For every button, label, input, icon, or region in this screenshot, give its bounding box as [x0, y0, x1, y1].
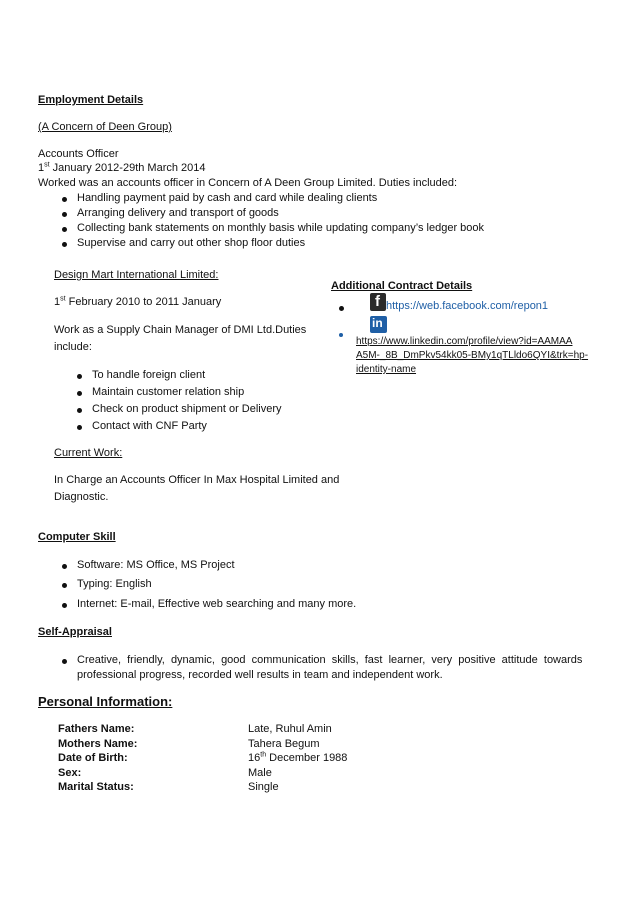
- self-appraisal-heading: Self-Appraisal: [38, 626, 112, 638]
- computer-skill-heading: Computer Skill: [38, 531, 116, 543]
- employment-heading: Employment Details: [38, 94, 144, 106]
- mothers-name-value: Tahera Begum: [248, 738, 320, 750]
- appraisal-line1: Creative, friendly, dynamic, good communication skills, fast learner, very positive attitude towards: [77, 654, 583, 666]
- appraisal-line2: professional progress, recorded well results in team and independent work.: [77, 669, 443, 681]
- sex-label: Sex:: [58, 767, 82, 779]
- bullet: [62, 197, 67, 202]
- mothers-name-label: Mothers Name:: [58, 738, 138, 750]
- job1-date: 1st January 2012-29th March 2014: [38, 161, 206, 174]
- job2-date: 1st February 2010 to 2011 January: [54, 295, 222, 308]
- marital-status-label: Marital Status:: [58, 781, 134, 793]
- date-of-birth-value: 16th December 1988: [248, 751, 348, 764]
- contact-heading: Additional Contract Details: [331, 280, 473, 292]
- list-item: Handling payment paid by cash and card while dealing clients: [77, 192, 378, 204]
- current-work-heading: Current Work:: [54, 447, 123, 459]
- list-item: Typing: English: [77, 578, 152, 590]
- linkedin-icon: in: [370, 316, 387, 333]
- linkedin-link-line3[interactable]: identity-name: [356, 364, 417, 375]
- bullet: [62, 242, 67, 247]
- list-item: Internet: E-mail, Effective web searching and many more.: [77, 598, 357, 610]
- job1-description: Worked was an accounts officer in Concern of A Deen Group Limited. Duties included:: [38, 177, 458, 189]
- list-item: Arranging delivery and transport of goods: [77, 207, 279, 219]
- job2-description-line1: Work as a Supply Chain Manager of DMI Ltd.Duties: [54, 324, 307, 336]
- bullet: [62, 564, 67, 569]
- company-tag: (A Concern of Deen Group): [38, 121, 172, 133]
- bullet: [62, 659, 67, 664]
- sex-value: Male: [248, 767, 272, 779]
- bullet: [77, 374, 82, 379]
- bullet: [62, 603, 67, 608]
- bullet: [77, 391, 82, 396]
- list-item: Contact with CNF Party: [92, 420, 207, 432]
- list-item: Maintain customer relation ship: [92, 386, 245, 398]
- bullet: [339, 306, 344, 311]
- list-item: To handle foreign client: [92, 369, 206, 381]
- list-item: Check on product shipment or Delivery: [92, 403, 282, 415]
- linkedin-link-line1[interactable]: https://www.linkedin.com/profile/view?id=AAMAA: [356, 336, 573, 347]
- marital-status-value: Single: [248, 781, 279, 793]
- date-of-birth-label: Date of Birth:: [58, 752, 128, 764]
- linkedin-link-line2[interactable]: A5M-_8B_DmPkv54kk05-BMy1qTLldo6QYI&trk=hp-: [356, 350, 589, 361]
- facebook-link[interactable]: https://web.facebook.com/repon1: [386, 300, 549, 312]
- fathers-name-label: Fathers Name:: [58, 723, 135, 735]
- list-item: Collecting bank statements on monthly basis while updating company’s ledger book: [77, 222, 485, 234]
- facebook-icon: f: [370, 293, 386, 311]
- bullet: [339, 333, 343, 337]
- bullet: [62, 212, 67, 217]
- bullet: [77, 425, 82, 430]
- job2-company: Design Mart International Limited:: [54, 269, 219, 281]
- job1-title: Accounts Officer: [38, 148, 119, 160]
- bullet: [62, 227, 67, 232]
- personal-info-heading: Personal Information:: [38, 694, 173, 709]
- list-item: Software: MS Office, MS Project: [77, 559, 235, 571]
- list-item: Supervise and carry out other shop floor duties: [77, 237, 306, 249]
- fathers-name-value: Late, Ruhul Amin: [248, 723, 332, 735]
- current-work-line1: In Charge an Accounts Officer In Max Hospital Limited and: [54, 474, 340, 486]
- bullet: [62, 583, 67, 588]
- current-work-line2: Diagnostic.: [54, 491, 109, 503]
- job2-description-line2: include:: [54, 341, 92, 353]
- bullet: [77, 408, 82, 413]
